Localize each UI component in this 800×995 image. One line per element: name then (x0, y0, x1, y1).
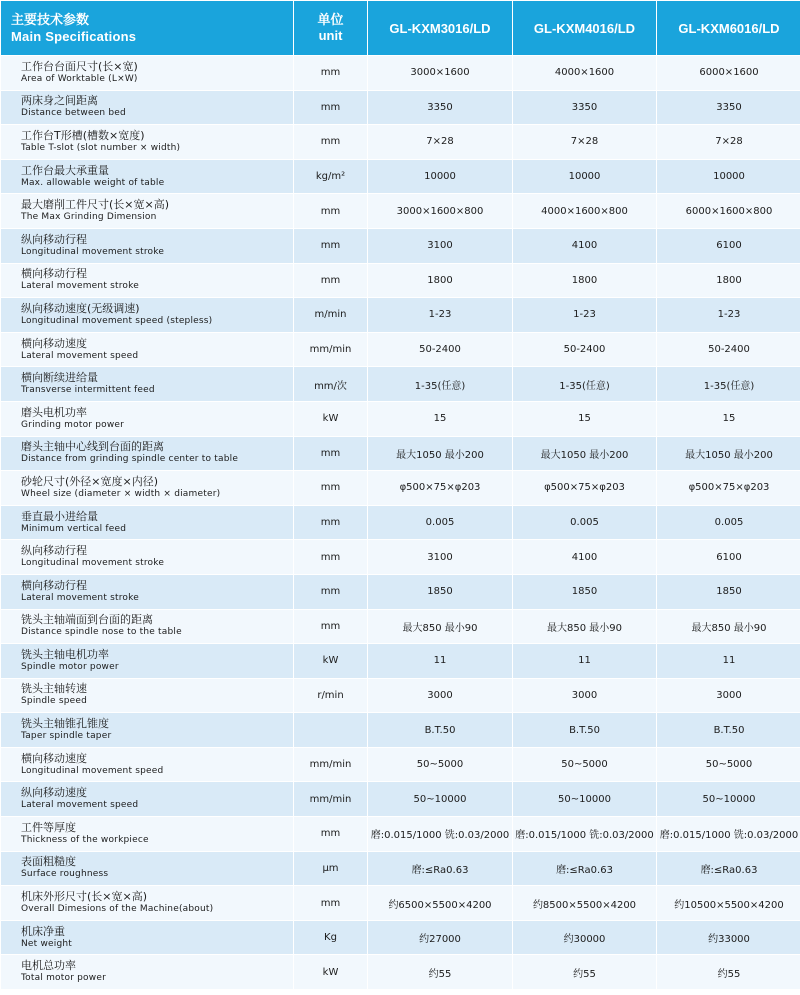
model-2-value-cell: 1850 (513, 575, 656, 609)
spec-name-cell (1, 817, 293, 851)
model-1-value-cell: 最大1050 最小200 (368, 437, 512, 471)
spec-name-en: Longitudinal movement stroke (21, 558, 165, 569)
table-row (1, 852, 800, 886)
unit-cell: mm (294, 229, 367, 263)
unit-cell: mm (294, 194, 367, 228)
spec-name-cn: 铣头主轴锥孔锥度 (21, 717, 109, 731)
spec-name-en: Transverse intermittent feed (21, 385, 155, 396)
spec-name-cn: 垂直最小进给量 (21, 509, 98, 523)
model-3-value-cell: 0.005 (657, 506, 800, 540)
unit-cell: Kg (294, 921, 367, 955)
model-3-value-cell: 10000 (657, 160, 800, 194)
spec-name-en: Area of Worktable (L×W) (21, 73, 138, 84)
model-2-value-cell: 最大1050 最小200 (513, 437, 656, 471)
table-row (1, 644, 800, 678)
spec-name-cell (1, 610, 293, 644)
model-2-value-cell: 4100 (513, 229, 656, 263)
table-row (1, 575, 800, 609)
model-2-value-cell: 0.005 (513, 506, 656, 540)
model-3-value-cell: 11 (657, 644, 800, 678)
model-3-value-cell: 6100 (657, 229, 800, 263)
unit-cell: μm (294, 852, 367, 886)
spec-name-cn: 砂轮尺寸(外径×宽度×内径) (21, 474, 159, 488)
spec-name-cn: 机床净重 (21, 924, 65, 938)
spec-name-cn: 工作台T形槽(槽数×宽度) (21, 128, 145, 142)
table-row (1, 610, 800, 644)
model-1-value-cell: 3350 (368, 91, 512, 125)
model-2-value-cell: 约30000 (513, 921, 656, 955)
spec-name-cell (1, 713, 293, 747)
spec-name-cn: 电机总功率 (21, 959, 76, 973)
spec-name-cell (1, 160, 293, 194)
spec-name-cn: 铣头主轴电机功率 (21, 647, 109, 661)
model-2-value-cell: 10000 (513, 160, 656, 194)
table-row (1, 921, 800, 955)
model-1-value-cell: 0.005 (368, 506, 512, 540)
unit-cell (294, 713, 367, 747)
spec-name-cell (1, 194, 293, 228)
spec-header-cn: 主要技术参数 (11, 12, 90, 27)
table-header-row (1, 1, 800, 55)
unit-cell: r/min (294, 679, 367, 713)
unit-cell: mm (294, 886, 367, 920)
spec-name-cell (1, 506, 293, 540)
table-row (1, 264, 800, 298)
spec-name-cell (1, 229, 293, 263)
model-2-value-cell: φ500×75×φ203 (513, 471, 656, 505)
spec-name-en: Longitudinal movement stroke (21, 246, 165, 257)
model-1-value-cell: 最大850 最小90 (368, 610, 512, 644)
model-1-value-cell: 3000×1600 (368, 56, 512, 90)
unit-header-cn: 单位 (317, 12, 344, 27)
unit-cell: mm (294, 540, 367, 574)
model-3-value-cell: 3350 (657, 91, 800, 125)
unit-cell: kg/m² (294, 160, 367, 194)
spec-name-en: Taper spindle taper (21, 731, 112, 742)
spec-name-cn: 横向断续进给量 (21, 371, 98, 385)
spec-name-en: Lateral movement speed (21, 800, 139, 811)
model-3-value-cell: 约10500×5500×4200 (657, 886, 800, 920)
model-2-value-cell: 磨:0.015/1000 铣:0.03/2000 (513, 817, 656, 851)
model-2-value-cell: 3000 (513, 679, 656, 713)
model-2-value-cell: 11 (513, 644, 656, 678)
model-1-value-cell: 10000 (368, 160, 512, 194)
spec-name-en: Net weight (21, 938, 73, 949)
model-1-value-cell: 15 (368, 402, 512, 436)
model-1-value-cell: 1-23 (368, 298, 512, 332)
model-header-1: GL-KXM3016/LD (368, 1, 512, 55)
model-1-value-cell: 磨:≤Ra0.63 (368, 852, 512, 886)
spec-name-en: Table T-slot (slot number × width) (21, 142, 181, 153)
unit-cell: kW (294, 402, 367, 436)
model-1-value-cell: 约55 (368, 955, 512, 989)
model-2-value-cell: 7×28 (513, 125, 656, 159)
table-row (1, 506, 800, 540)
spec-name-en: Total motor power (21, 973, 106, 984)
spec-name-en: Thickness of the workpiece (21, 834, 149, 845)
spec-name-cell (1, 264, 293, 298)
spec-name-cell (1, 921, 293, 955)
spec-name-cell (1, 471, 293, 505)
model-2-value-cell: B.T.50 (513, 713, 656, 747)
spec-name-en: Surface roughness (21, 869, 109, 880)
model-3-value-cell: 50~5000 (657, 748, 800, 782)
spec-name-en: Minimum vertical feed (21, 523, 127, 534)
unit-cell: mm (294, 56, 367, 90)
spec-name-cell (1, 125, 293, 159)
table-body (1, 56, 800, 989)
spec-name-cn: 磨头电机功率 (21, 405, 87, 419)
model-1-value-cell: 磨:0.015/1000 铣:0.03/2000 (368, 817, 512, 851)
table-row (1, 333, 800, 367)
model-3-value-cell: 3000 (657, 679, 800, 713)
model-1-value-cell: 3000×1600×800 (368, 194, 512, 228)
table-row (1, 125, 800, 159)
model-header-3: GL-KXM6016/LD (657, 1, 800, 55)
model-3-value-cell: 1-35(任意) (657, 367, 800, 401)
unit-cell: mm (294, 817, 367, 851)
spec-name-cell (1, 91, 293, 125)
spec-name-en: Spindle speed (21, 696, 88, 707)
spec-name-en: Max. allowable weight of table (21, 177, 165, 188)
spec-name-cn: 工件等厚度 (21, 820, 76, 834)
spec-name-en: Distance spindle nose to the table (21, 627, 182, 638)
model-3-value-cell: 最大1050 最小200 (657, 437, 800, 471)
spec-column-header (1, 1, 293, 55)
spec-name-cn: 纵向移动行程 (21, 544, 87, 558)
table-row (1, 540, 800, 574)
model-1-value-cell: B.T.50 (368, 713, 512, 747)
spec-name-cell (1, 402, 293, 436)
model-3-value-cell: 1-23 (657, 298, 800, 332)
unit-column-header (294, 1, 367, 55)
model-3-value-cell: 50-2400 (657, 333, 800, 367)
model-3-value-cell: 磨:≤Ra0.63 (657, 852, 800, 886)
model-3-value-cell: B.T.50 (657, 713, 800, 747)
table-row (1, 886, 800, 920)
spec-name-cn: 纵向移动速度(无级调速) (21, 301, 140, 315)
unit-cell: mm (294, 91, 367, 125)
unit-cell: mm (294, 575, 367, 609)
unit-cell: kW (294, 955, 367, 989)
unit-cell: mm (294, 437, 367, 471)
spec-name-cell (1, 333, 293, 367)
model-2-value-cell: 磨:≤Ra0.63 (513, 852, 656, 886)
unit-cell: mm/次 (294, 367, 367, 401)
unit-header-en: unit (318, 28, 343, 43)
spec-name-en: The Max Grinding Dimension (21, 212, 157, 223)
spec-header-en: Main Specifications (11, 29, 137, 44)
table-row (1, 782, 800, 816)
model-3-value-cell: 50~10000 (657, 782, 800, 816)
model-2-value-cell: 50~10000 (513, 782, 656, 816)
model-2-value-cell: 4000×1600×800 (513, 194, 656, 228)
model-1-value-cell: 约6500×5500×4200 (368, 886, 512, 920)
spec-name-en: Overall Dimesions of the Machine(about) (21, 904, 214, 915)
spec-name-cell (1, 852, 293, 886)
model-3-value-cell: 1800 (657, 264, 800, 298)
spec-name-cell (1, 748, 293, 782)
model-1-value-cell: 3100 (368, 540, 512, 574)
spec-name-cell (1, 540, 293, 574)
table-row (1, 713, 800, 747)
model-1-value-cell: 3000 (368, 679, 512, 713)
model-3-value-cell: 磨:0.015/1000 铣:0.03/2000 (657, 817, 800, 851)
model-3-value-cell: 1850 (657, 575, 800, 609)
table-row (1, 955, 800, 989)
spec-name-cell (1, 56, 293, 90)
model-2-value-cell: 最大850 最小90 (513, 610, 656, 644)
model-2-value-cell: 50~5000 (513, 748, 656, 782)
table-row (1, 402, 800, 436)
table-row (1, 56, 800, 90)
model-3-value-cell: 6000×1600 (657, 56, 800, 90)
spec-name-en: Distance between bed (21, 108, 126, 119)
table-row (1, 748, 800, 782)
model-1-value-cell: 50~10000 (368, 782, 512, 816)
spec-name-cn: 表面粗糙度 (21, 855, 76, 869)
table-row (1, 367, 800, 401)
unit-cell: m/min (294, 298, 367, 332)
spec-name-en: Wheel size (diameter × width × diameter) (21, 488, 221, 499)
model-2-value-cell: 4100 (513, 540, 656, 574)
model-1-value-cell: φ500×75×φ203 (368, 471, 512, 505)
spec-name-cell (1, 298, 293, 332)
model-2-value-cell: 50-2400 (513, 333, 656, 367)
model-2-value-cell: 4000×1600 (513, 56, 656, 90)
model-1-value-cell: 3100 (368, 229, 512, 263)
model-2-value-cell: 约8500×5500×4200 (513, 886, 656, 920)
spec-name-cn: 磨头主轴中心线到台面的距离 (21, 440, 164, 454)
spec-name-cell (1, 886, 293, 920)
spec-name-cn: 横向移动行程 (21, 578, 87, 592)
spec-name-cell (1, 437, 293, 471)
table-row (1, 437, 800, 471)
unit-cell: mm (294, 506, 367, 540)
spec-name-cn: 纵向移动速度 (21, 786, 87, 800)
spec-name-cn: 工作台最大承重量 (21, 163, 109, 177)
spec-name-cell (1, 644, 293, 678)
spec-name-cn: 横向移动速度 (21, 336, 87, 350)
spec-name-cell (1, 955, 293, 989)
spec-name-cn: 纵向移动行程 (21, 232, 87, 246)
spec-name-en: Lateral movement stroke (21, 281, 139, 292)
spec-name-en: Lateral movement speed (21, 350, 139, 361)
unit-cell: mm/min (294, 782, 367, 816)
spec-name-cn: 铣头主轴转速 (21, 682, 87, 696)
table-row (1, 679, 800, 713)
unit-cell: mm/min (294, 748, 367, 782)
table-row (1, 298, 800, 332)
spec-name-cell (1, 782, 293, 816)
model-3-value-cell: 15 (657, 402, 800, 436)
model-1-value-cell: 约27000 (368, 921, 512, 955)
model-3-value-cell: 约33000 (657, 921, 800, 955)
table-row (1, 160, 800, 194)
spec-name-en: Longitudinal movement speed (stepless) (21, 315, 213, 326)
spec-name-cn: 两床身之间距离 (21, 94, 98, 108)
spec-name-en: Distance from grinding spindle center to table (21, 454, 239, 465)
model-2-value-cell: 1-23 (513, 298, 656, 332)
model-1-value-cell: 11 (368, 644, 512, 678)
model-2-value-cell: 1-35(任意) (513, 367, 656, 401)
model-1-value-cell: 1-35(任意) (368, 367, 512, 401)
model-1-value-cell: 50-2400 (368, 333, 512, 367)
spec-name-cn: 最大磨削工件尺寸(长×宽×高) (21, 198, 170, 212)
model-1-value-cell: 50~5000 (368, 748, 512, 782)
table-row (1, 91, 800, 125)
model-1-value-cell: 1800 (368, 264, 512, 298)
model-1-value-cell: 1850 (368, 575, 512, 609)
table-row (1, 471, 800, 505)
spec-name-cn: 铣头主轴端面到台面的距离 (21, 613, 153, 627)
table-row (1, 194, 800, 228)
model-1-value-cell: 7×28 (368, 125, 512, 159)
spec-name-en: Grinding motor power (21, 419, 125, 430)
spec-name-cn: 横向移动速度 (21, 751, 87, 765)
model-header-2: GL-KXM4016/LD (513, 1, 656, 55)
model-3-value-cell: 最大850 最小90 (657, 610, 800, 644)
unit-cell: kW (294, 644, 367, 678)
model-3-value-cell: 7×28 (657, 125, 800, 159)
model-3-value-cell: 6100 (657, 540, 800, 574)
table-row (1, 817, 800, 851)
spec-name-cn: 工作台台面尺寸(长×宽) (21, 59, 138, 73)
model-3-value-cell: 约55 (657, 955, 800, 989)
spec-name-en: Lateral movement stroke (21, 592, 139, 603)
unit-cell: mm (294, 125, 367, 159)
unit-cell: mm/min (294, 333, 367, 367)
model-3-value-cell: 6000×1600×800 (657, 194, 800, 228)
model-3-value-cell: φ500×75×φ203 (657, 471, 800, 505)
model-2-value-cell: 3350 (513, 91, 656, 125)
unit-cell: mm (294, 471, 367, 505)
model-2-value-cell: 1800 (513, 264, 656, 298)
unit-cell: mm (294, 610, 367, 644)
spec-name-cn: 机床外形尺寸(长×宽×高) (21, 890, 148, 904)
model-2-value-cell: 15 (513, 402, 656, 436)
spec-name-en: Spindle motor power (21, 661, 119, 672)
unit-cell: mm (294, 264, 367, 298)
spec-name-en: Longitudinal movement speed (21, 765, 164, 776)
table-row (1, 229, 800, 263)
spec-name-cn: 横向移动行程 (21, 267, 87, 281)
spec-name-cell (1, 679, 293, 713)
model-2-value-cell: 约55 (513, 955, 656, 989)
spec-name-cell (1, 367, 293, 401)
spec-name-cell (1, 575, 293, 609)
